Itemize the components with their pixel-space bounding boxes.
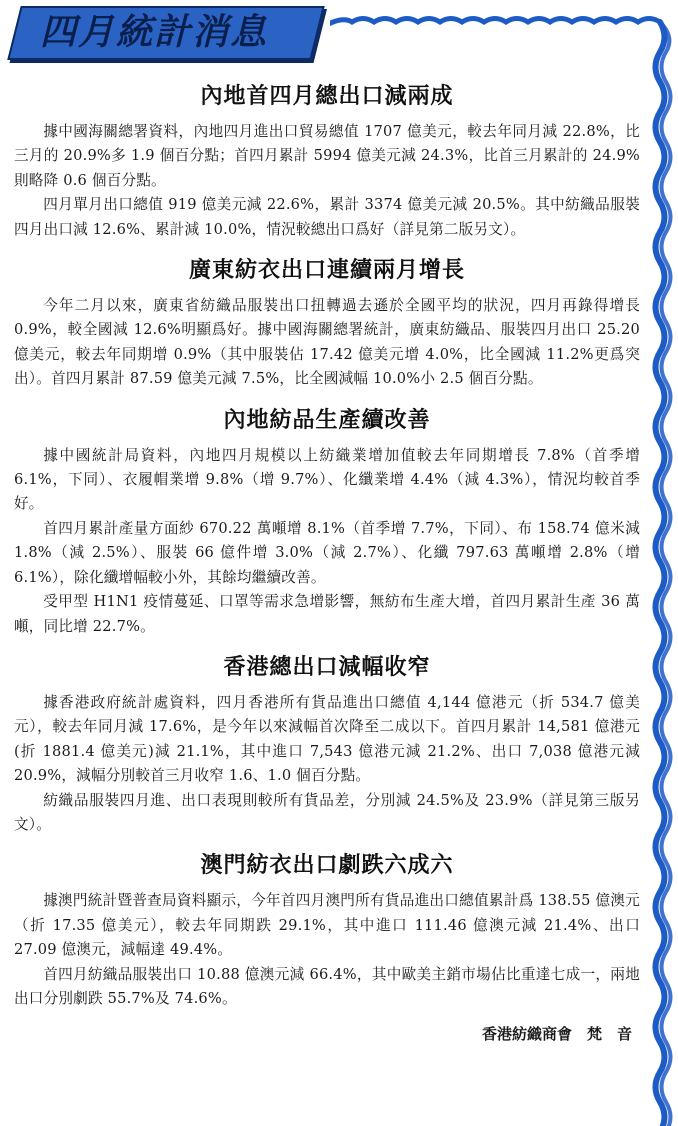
article-title: 廣東紡衣出口連續兩月增長	[188, 258, 465, 284]
article-paragraph: 首四月紡織品服裝出口 10.88 億澳元減 66.4%，其中歐美主銷市場佔比重達七成一，兩地出口分別劇跌 55.7%及 74.6%。	[14, 965, 640, 1007]
article-paragraph: 據中國海關總署資料，內地四月進出口貿易總值 1707 億美元，較去年同月減 22.8%，比三月的 20.9%多 1.9 個百分點；首四月累計 5994 億美元減 24.3%，比首三月累計的 24.9%則略降 0.6 個百分點。	[14, 123, 640, 189]
article	[14, 254, 640, 392]
section-header	[0, 0, 330, 64]
article-paragraph: 據香港政府統計處資料，四月香港所有貨品進出口總值 4,144 億港元（折 534.7 億美元），較去年同月減 17.6%，是今年以來減幅首次降至二成以下。首四月累計 14,581 億港元(折 1881.4 億美元)減 21.1%，其中進口 7,543 億港元減 21.2%、出口 7,038 億港元減 20.9%，減幅分別較首三月收窄 1.6、1.0 個百分點。	[14, 693, 640, 785]
article-paragraph: 據中國統計局資料，內地四月規模以上紡織業增加值較去年同期增長 7.8%（首季增 6.1%，下同）、衣履帽業增 9.8%（增 9.7%）、化纖業增 4.4%（減 4.3%），情況均較首季好。	[14, 446, 640, 513]
article-title: 內地首四月總出口減兩成	[200, 84, 454, 109]
article	[14, 849, 640, 1011]
article-paragraph: 紡織品服裝四月進、出口表現則較所有貨品差，分別減 24.5%及 23.9%（詳見第三版另文）。	[14, 791, 640, 833]
article-title: 內地紡品生產續改善	[223, 407, 431, 433]
article-title: 香港總出口減幅收窄	[223, 654, 431, 680]
section-title: 四月統計消息	[40, 12, 269, 53]
article	[14, 80, 640, 242]
article-paragraph: 四月單月出口總值 919 億美元減 22.6%，累計 3374 億美元減 20.5%。其中紡織品服裝四月出口減 12.6%、累計減 10.0%，情況較總出口爲好（詳見第二版另文）。	[14, 196, 640, 238]
article-title: 澳門紡衣出口劇跌六成六	[200, 853, 454, 879]
articles-container	[14, 80, 640, 1044]
article	[14, 651, 640, 837]
article	[14, 404, 640, 639]
article-paragraph: 首四月累計產量方面紗 670.22 萬噸增 8.1%（首季增 7.7%，下同）、布 158.74 億米減 1.8%（減 2.5%）、服裝 66 億件增 3.0%（減 2.7%）、化纖 797.63 萬噸增 2.8%（增 6.1%），除化纖增幅較小外，其餘均繼續改善。	[14, 519, 640, 586]
byline: 香港紡織商會 梵 音	[481, 1025, 632, 1044]
article-paragraph: 據澳門統計暨普查局資料顯示，今年首四月澳門所有貨品進出口總值累計爲 138.55 億澳元（折 17.35 億美元），較去年同期跌 29.1%，其中進口 111.46 億澳元減 21.4%、出口 27.09 億澳元，減幅達 49.4%。	[14, 892, 640, 959]
article-paragraph: 受甲型 H1N1 疫情蔓延、口罩等需求急增影響，無紡布生產大增，首四月累計生產 36 萬噸，同比增 22.7%。	[14, 593, 640, 635]
article-paragraph: 今年二月以來，廣東省紡織品服裝出口扭轉過去遜於全國平均的狀況，四月再錄得增長 0.9%，較全國減 12.6%明顯爲好。據中國海關總署統計，廣東紡織品、服裝四月出口 25.20 億美元，較去年同期增 0.9%（其中服裝佔 17.42 億美元增 4.0%，比全國減 11.2%更爲突出）。首四月累計 87.59 億美元減 7.5%，比全國減幅 10.0%小 2.5 個百分點。	[14, 297, 640, 388]
top-wave-line	[318, 19, 660, 31]
